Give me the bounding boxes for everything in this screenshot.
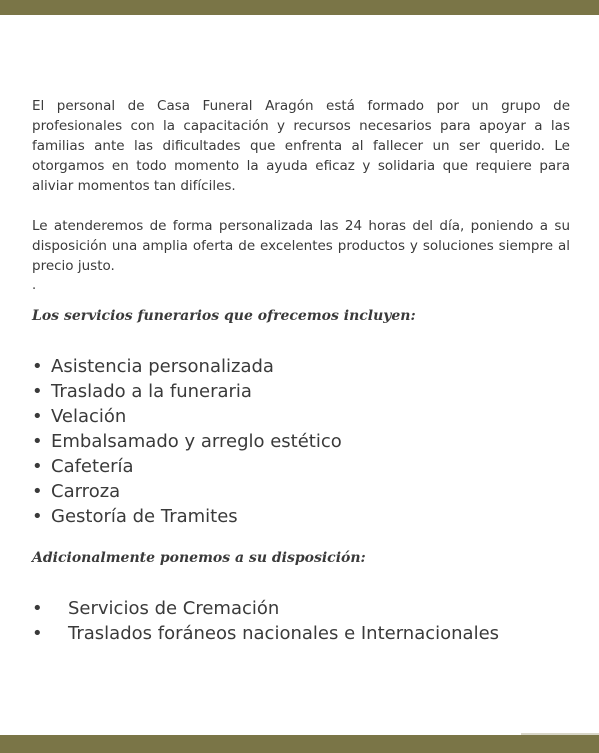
- additional-heading: Adicionalmente ponemos a su disposición:: [32, 550, 366, 566]
- additional-list: [32, 596, 570, 646]
- services-list: [32, 354, 570, 529]
- bullet-icon: •: [32, 381, 43, 402]
- list-item: [32, 454, 570, 479]
- list-item: [32, 621, 570, 646]
- list-item: [32, 379, 570, 404]
- service-label: Velación: [51, 406, 127, 427]
- bullet-icon: •: [32, 506, 43, 527]
- services-heading: Los servicios funerarios que ofrecemos incluyen:: [32, 308, 416, 324]
- list-item: [32, 429, 570, 454]
- intro-paragraph-1: El personal de Casa Funeral Aragón está formado por un grupo de profesionales con la capacitación y recursos necesarios para apoyar a las familias ante las dificultades que enfrenta al fallecer un ser querido. Le otorgamos en todo momento la ayuda eficaz y solidaria que requiere para aliviar momentos tan difíciles.: [32, 98, 570, 194]
- list-item: [32, 404, 570, 429]
- stray-dot: .: [32, 278, 37, 293]
- bullet-icon: •: [32, 598, 43, 619]
- main-content: [32, 96, 570, 646]
- list-item: [32, 479, 570, 504]
- bottom-decorative-bar: [0, 735, 599, 753]
- service-label: Cafetería: [51, 456, 134, 477]
- bullet-icon: •: [32, 356, 43, 377]
- additional-label: Servicios de Cremación: [68, 598, 280, 619]
- bullet-icon: •: [32, 431, 43, 452]
- intro-paragraph-2: Le atenderemos de forma personalizada las 24 horas del día, poniendo a su disposición una amplia oferta de excelentes productos y soluciones siempre al precio justo.: [32, 218, 570, 274]
- list-item: [32, 596, 570, 621]
- bullet-icon: •: [32, 406, 43, 427]
- service-label: Asistencia personalizada: [51, 356, 274, 377]
- list-item: [32, 354, 570, 379]
- bullet-icon: •: [32, 481, 43, 502]
- list-item: [32, 504, 570, 529]
- additional-label: Traslados foráneos nacionales e Internacionales: [68, 623, 500, 644]
- service-label: Carroza: [51, 481, 121, 502]
- service-label: Embalsamado y arreglo estético: [51, 431, 342, 452]
- service-label: Traslado a la funeraria: [51, 381, 252, 402]
- service-label: Gestoría de Tramites: [51, 506, 238, 527]
- bullet-icon: •: [32, 623, 43, 644]
- top-decorative-bar: [0, 0, 599, 15]
- bullet-icon: •: [32, 456, 43, 477]
